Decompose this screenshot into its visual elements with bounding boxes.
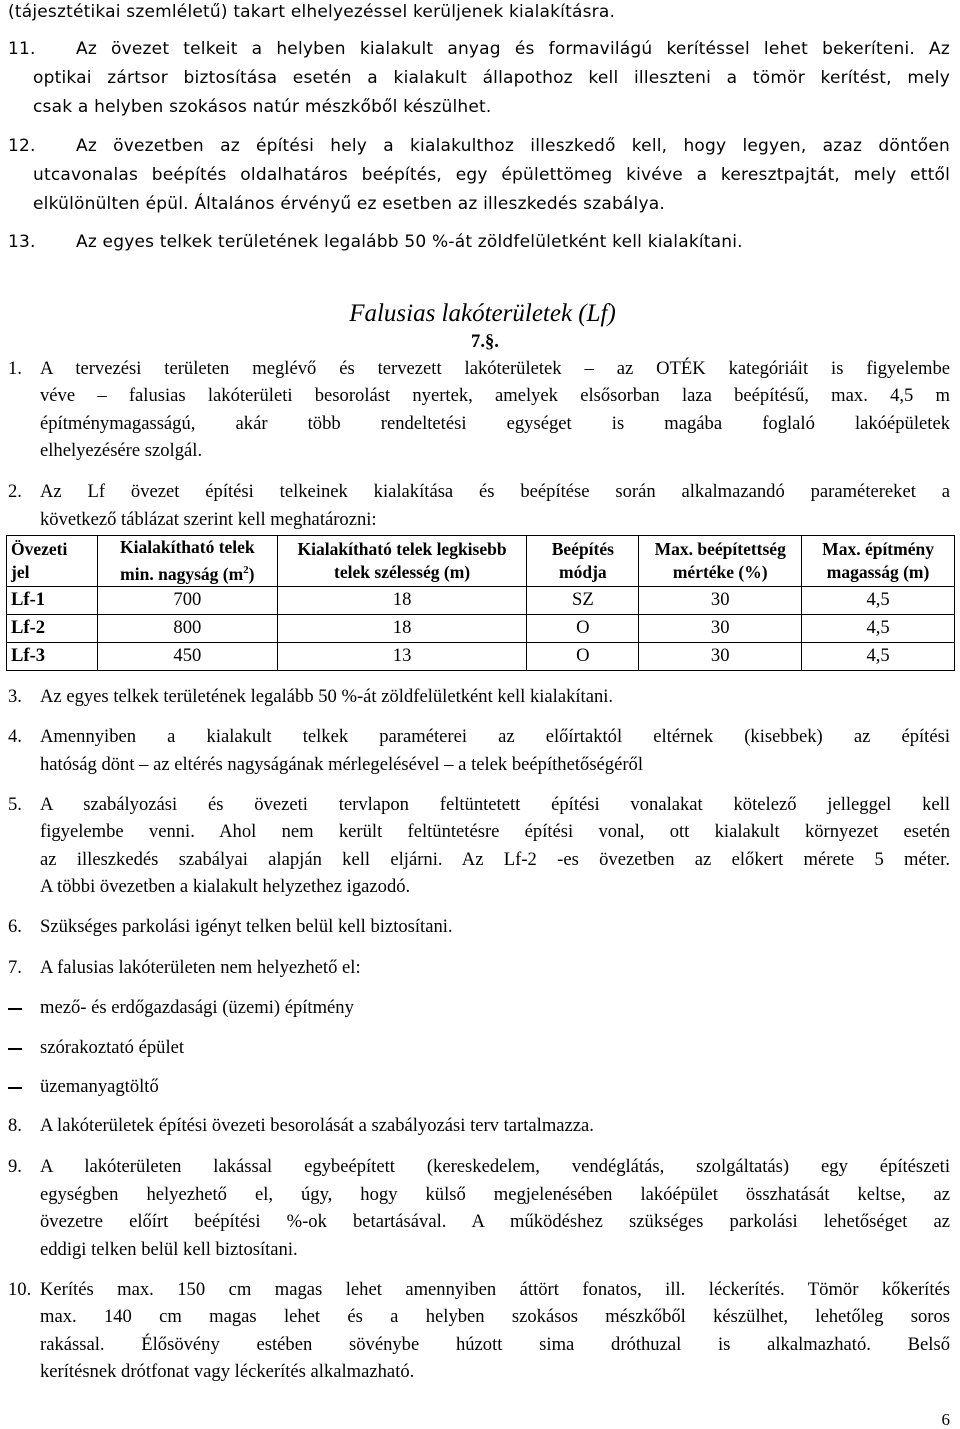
- text-line: hatóság dönt – az eltérés nagyságának mérlegelésével – a telek beépíthetőségéről: [40, 754, 644, 775]
- text-line: Az egyes telkek területének legalább 50 %-át zöldfelületként kell kialakítani.: [40, 686, 614, 707]
- text-line: utcavonalas beépítés oldalhatáros beépítés, egy épülettömeg kivéve a keresztpajtát, mely ettől: [33, 165, 950, 185]
- text-line: rakással. Élősövény estében sövénybe húzott sima dróthuzal is alkalmazható. Belső: [40, 1334, 950, 1355]
- paragraph-number: 11.: [8, 39, 36, 59]
- column-header: Max. építmény magasság (m): [802, 536, 955, 587]
- bullet-dash: [8, 1087, 22, 1089]
- paragraph-number: 6.: [8, 916, 22, 937]
- paragraph-number: 7.: [8, 957, 22, 978]
- section-title: Falusias lakóterületek (Lf): [349, 300, 616, 327]
- text-line: Az Lf övezet építési telkeinek kialakítása és beépítése során alkalmazandó paramétereket a: [40, 481, 950, 502]
- column-header: Beépítés módja: [527, 536, 639, 587]
- paragraph-number: 12.: [8, 136, 36, 156]
- table-cell: 4,5: [802, 642, 955, 670]
- table-cell: Lf-3: [7, 642, 98, 670]
- text-line: max. 140 cm magas lehet és a helyben szokásos mészkőből készülhet, lehetőleg soros: [40, 1306, 950, 1327]
- text-line: elhelyezésére szolgál.: [40, 440, 203, 461]
- table-cell: 700: [97, 586, 277, 614]
- table-cell: 18: [277, 614, 527, 642]
- list-item: szórakoztató épület: [40, 1037, 185, 1058]
- text-line: kerítésnek drótfonat vagy léckerítés alkalmazható.: [40, 1361, 415, 1382]
- text-line: egységben helyezhető el, úgy, hogy külső megjelenésében lakóépület összhatását keltse, az: [40, 1184, 950, 1205]
- paragraph-number: 10.: [8, 1279, 32, 1300]
- text-line: A lakóterületek építési övezeti besorolását a szabályozási terv tartalmazza.: [40, 1115, 594, 1136]
- text-line: A többi övezetben a kialakult helyzethez igazodó.: [40, 876, 411, 897]
- bullet-dash: [8, 1008, 22, 1010]
- text-line: építménymagasságú, akár több rendeltetési egységet is magába foglaló lakóépületek: [40, 413, 950, 434]
- text-line: eddigi telken belül kell biztosítani.: [40, 1239, 298, 1260]
- text-line: A tervezési területen meglévő és tervezett lakóterületek – az OTÉK kategóriáit is figyelembe: [40, 358, 950, 379]
- text-line: övezetre előírt beépítési %-ok betartásával. A működéshez szükséges parkolási lehetőséget az: [40, 1211, 950, 1232]
- table-cell: 30: [639, 642, 802, 670]
- text-line: Kerítés max. 150 cm magas lehet amennyiben áttört fonatos, ill. léckerítés. Tömör kőkerítés: [40, 1279, 950, 1300]
- text-line: Az egyes telkek területének legalább 50 %-át zöldfelületként kell kialakítani.: [76, 232, 743, 252]
- table-cell: 4,5: [802, 614, 955, 642]
- paragraph-number: 1.: [8, 358, 22, 379]
- text-line: következő táblázat szerint kell meghatározni:: [40, 509, 377, 530]
- column-header: Kialakítható telek legkisebb telek szélesség (m): [277, 536, 527, 587]
- text-line: figyelembe venni. Ahol nem került feltüntetésre építési vonal, ott kialakult környezet esetén: [40, 821, 950, 842]
- table-header-row: [7, 536, 955, 587]
- table-cell: 450: [97, 642, 277, 670]
- table-cell: O: [527, 642, 639, 670]
- paragraph-number: 8.: [8, 1115, 22, 1136]
- table-row: [7, 586, 955, 614]
- table-cell: SZ: [527, 586, 639, 614]
- column-header: Övezeti jel: [7, 536, 98, 587]
- table-row: [7, 642, 955, 670]
- table-cell: Lf-2: [7, 614, 98, 642]
- text-line: A szabályozási és övezeti tervlapon feltüntetett építési vonalakat kötelező jelleggel kell: [40, 794, 950, 815]
- table-cell: 18: [277, 586, 527, 614]
- text-line: csak a helyben szokásos natúr mészkőből készülhet.: [33, 97, 492, 117]
- table-cell: 800: [97, 614, 277, 642]
- table-row: [7, 614, 955, 642]
- table-cell: 30: [639, 586, 802, 614]
- column-header: Kialakítható telek min. nagyság $(m^2)$: [97, 536, 277, 587]
- list-item: mező- és erdőgazdasági (üzemi) építmény: [40, 997, 354, 1018]
- bullet-dash: [8, 1048, 22, 1050]
- table-cell: 13: [277, 642, 527, 670]
- list-item: üzemanyagtöltő: [40, 1076, 159, 1097]
- table-cell: 30: [639, 614, 802, 642]
- text-line: (tájesztétikai szemléletű) takart elhelyezéssel kerüljenek kialakításra.: [8, 2, 616, 22]
- table-cell: Lf-1: [7, 586, 98, 614]
- paragraph-number: 2.: [8, 481, 22, 502]
- table-cell: O: [527, 614, 639, 642]
- paragraph-number: 5.: [8, 794, 22, 815]
- section-number: 7.§.: [471, 331, 499, 352]
- paragraph-number: 13.: [8, 232, 36, 252]
- text-line: Szükséges parkolási igényt telken belül kell biztosítani.: [40, 916, 453, 937]
- parameters-table: [6, 535, 955, 671]
- paragraph-number: 9.: [8, 1156, 22, 1177]
- text-line: A falusias lakóterületen nem helyezhető el:: [40, 957, 361, 978]
- text-line: Az övezetben az építési hely a kialakulthoz illeszkedő kell, hogy legyen, azaz döntően: [76, 136, 950, 156]
- table-cell: 4,5: [802, 586, 955, 614]
- text-line: véve – falusias lakóterületi besorolást nyertek, amelyek elsősorban laza beépítésű, max. 4,5 m: [40, 385, 950, 406]
- text-line: A lakóterületen lakással egybeépített (kereskedelem, vendéglátás, szolgáltatás) egy építészeti: [40, 1156, 950, 1177]
- text-line: optikai zártsor biztosítása esetén a kialakult állapothoz kell illeszteni a tömör kerítést, mely: [33, 68, 950, 88]
- paragraph-number: 4.: [8, 726, 22, 747]
- page-number: 6: [941, 1410, 950, 1429]
- text-line: Amennyiben a kialakult telkek paraméterei az előírtaktól eltérnek (kisebbek) az építési: [40, 726, 950, 747]
- text-line: Az övezet telkeit a helyben kialakult anyag és formavilágú kerítéssel lehet bekeríteni. Az: [76, 39, 950, 59]
- text-line: az illeszkedés szabályai alapján kell eljárni. Az Lf-2 -es övezetben az előkert mérete 5 méter.: [40, 849, 950, 870]
- text-line: elkülönülten épül. Általános érvényű ez esetben az illeszkedés szabálya.: [33, 194, 665, 214]
- paragraph-number: 3.: [8, 686, 22, 707]
- column-header: Max. beépítettség mértéke (%): [639, 536, 802, 587]
